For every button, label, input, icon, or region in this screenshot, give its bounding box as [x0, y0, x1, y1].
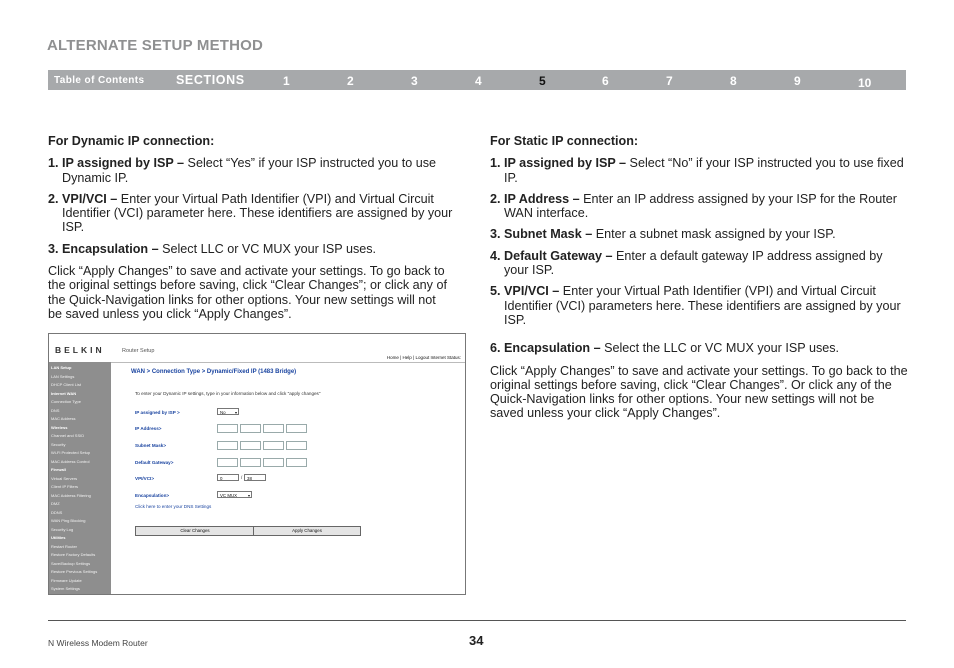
gateway-octet-4[interactable]	[286, 458, 307, 467]
vpi-vci-label: VPI/VCI>	[135, 476, 155, 481]
subnet-octet-3[interactable]	[263, 441, 284, 450]
router-sidebar	[49, 362, 111, 594]
list-item	[490, 284, 908, 327]
router-sidebar-item[interactable]: Channel and SSID	[51, 433, 85, 438]
clear-changes-button[interactable]: Clear Changes	[135, 526, 255, 536]
section-link-10[interactable]: 10	[858, 76, 872, 90]
item-number: 6.	[490, 341, 501, 356]
item-text: Select LLC or VC MUX your ISP uses.	[158, 241, 377, 256]
list-item	[490, 249, 908, 278]
router-page-title: WAN > Connection Type > Dynamic/Fixed IP (1483 Bridge)	[131, 369, 297, 375]
item-term: Default Gateway –	[504, 248, 613, 263]
section-title: ALTERNATE SETUP METHOD	[47, 37, 264, 54]
encapsulation-value: VC MUX	[220, 493, 238, 498]
router-sidebar-item[interactable]: Internet WAN	[51, 390, 77, 396]
vci-input[interactable]: 38	[244, 474, 266, 481]
item-term: Encapsulation –	[504, 341, 601, 356]
router-sidebar-item[interactable]: Wireless	[51, 424, 68, 430]
item-number: 1.	[48, 156, 59, 171]
router-sidebar-item[interactable]: DDNS	[51, 509, 63, 515]
router-sidebar-item[interactable]: MAC Address	[51, 416, 76, 421]
navigation-bar	[48, 70, 906, 90]
table-of-contents-link[interactable]: Table of Contents	[54, 75, 145, 86]
encapsulation-select[interactable]	[217, 491, 252, 498]
right-column	[490, 134, 908, 421]
item-number: 2.	[490, 191, 501, 206]
section-link-1[interactable]: 1	[283, 74, 290, 88]
item-text: Enter a default gateway IP address assigned by your ISP.	[504, 248, 883, 278]
apply-changes-paragraph: Click “Apply Changes” to save and activate your settings. To go back to the original settings before saving, click “Clear Changes”; or click any of the Quick-Navigation links for other options. Your new settings will not be saved unless you click “Apply Changes”.	[48, 264, 447, 321]
ip-address-octet-4[interactable]	[286, 424, 307, 433]
router-header	[49, 334, 465, 364]
router-sidebar-item[interactable]: WAN Ping Blocking	[51, 518, 86, 523]
list-item	[490, 227, 908, 241]
item-number: 3.	[490, 227, 501, 242]
vpi-input[interactable]: 0	[217, 474, 239, 481]
item-term: VPI/VCI –	[62, 191, 118, 206]
dns-settings-link[interactable]: Click here to enter your DNS Settings	[135, 504, 212, 509]
list-item	[490, 192, 908, 221]
item-text: Enter your Virtual Path Identifier (VPI) and Virtual Circuit Identifier (VCI) parameter here. These identifiers are assigned by your ISP.	[62, 191, 453, 235]
router-sidebar-item[interactable]: Restart Router	[51, 543, 78, 549]
belkin-logo: BELKIN	[55, 345, 105, 355]
router-sidebar-item[interactable]: MAC Address Filtering	[51, 492, 91, 498]
item-number: 3.	[48, 241, 59, 256]
item-number: 2.	[48, 191, 59, 206]
product-name: N Wireless Modem Router	[48, 638, 148, 648]
section-link-2[interactable]: 2	[347, 74, 354, 88]
item-term: Subnet Mask –	[504, 227, 593, 242]
router-sidebar-item[interactable]: Connection Type	[51, 399, 81, 404]
router-top-links[interactable]: Home | Help | Logout Internet Status:	[386, 355, 461, 360]
router-sidebar-item[interactable]: Security Log	[51, 526, 74, 532]
item-term: IP assigned by ISP –	[504, 156, 627, 171]
section-link-3[interactable]: 3	[411, 74, 418, 88]
item-text: Select the LLC or VC MUX your ISP uses.	[600, 341, 840, 356]
apply-changes-paragraph: Click “Apply Changes” to save and activate your settings. To go back to the original settings before saving, click “Clear Changes”. Or click any of the Quick-Navigation links for other options. Your new settings will not be saved unless your click “Apply Changes”.	[490, 363, 908, 421]
item-text: Enter an IP address assigned by your ISP for the Router WAN interface.	[504, 191, 897, 221]
gateway-octet-1[interactable]	[217, 458, 238, 467]
list-item	[490, 341, 908, 355]
item-term: VPI/VCI –	[504, 284, 560, 299]
page-number: 34	[469, 633, 484, 648]
footer-divider	[48, 620, 906, 621]
static-ip-heading: For Static IP connection:	[490, 134, 639, 148]
ip-assigned-select[interactable]	[217, 408, 239, 415]
subnet-octet-4[interactable]	[286, 441, 307, 450]
subnet-octet-2[interactable]	[240, 441, 261, 450]
vpi-vci-separator: /	[241, 475, 243, 480]
section-link-6[interactable]: 6	[602, 74, 609, 88]
router-sidebar-item[interactable]: Security	[51, 441, 66, 447]
section-link-7[interactable]: 7	[666, 74, 673, 88]
router-sidebar-item[interactable]: Firewall	[51, 467, 66, 472]
ip-assigned-label: IP assigned by ISP >	[135, 410, 180, 415]
list-item	[490, 156, 908, 185]
encapsulation-label: Encapsulation>	[135, 493, 170, 498]
router-sidebar-item[interactable]: Wi-Fi Protected Setup	[51, 450, 91, 455]
gateway-octet-2[interactable]	[240, 458, 261, 467]
default-gateway-label: Default Gateway>	[135, 460, 174, 465]
ip-assigned-value: No	[220, 410, 226, 415]
ip-address-octet-1[interactable]	[217, 424, 238, 433]
chevron-down-icon: ▾	[234, 410, 237, 415]
item-text: Select “Yes” if your ISP instructed you to use Dynamic IP.	[62, 156, 437, 185]
item-text: Enter your Virtual Path Identifier (VPI) and Virtual Circuit Identifier (VCI) parameters here. These identifiers are assigned by your ISP.	[504, 284, 901, 327]
section-link-4[interactable]: 4	[475, 74, 482, 88]
router-sidebar-item[interactable]: MAC Address Control	[51, 458, 90, 464]
router-main-panel	[111, 362, 465, 595]
router-sidebar-item[interactable]: Firmware Update	[51, 577, 82, 583]
section-link-8[interactable]: 8	[730, 74, 737, 88]
section-link-5[interactable]: 5	[539, 74, 546, 88]
router-sidebar-item[interactable]: DNS	[51, 407, 60, 413]
item-term: Encapsulation –	[62, 241, 159, 256]
router-sidebar-item[interactable]: LAN Setup	[51, 365, 72, 370]
list-item	[48, 156, 453, 185]
ip-address-octet-2[interactable]	[240, 424, 261, 433]
router-setup-label: Router Setup	[122, 348, 155, 354]
router-setup-screenshot	[48, 333, 466, 595]
subnet-octet-1[interactable]	[217, 441, 238, 450]
left-column	[48, 134, 453, 321]
section-link-9[interactable]: 9	[794, 74, 801, 88]
ip-address-label: IP Address>	[135, 426, 162, 431]
list-item	[48, 242, 453, 256]
router-sidebar-item[interactable]: Virtual Servers	[51, 475, 78, 481]
item-number: 5.	[490, 284, 501, 299]
apply-changes-button[interactable]: Apply Changes	[253, 526, 361, 536]
gateway-octet-3[interactable]	[263, 458, 284, 467]
router-sidebar-item[interactable]: Restore Previous Settings	[51, 569, 98, 574]
router-sidebar-item[interactable]: Utilities	[51, 535, 66, 540]
router-sidebar-item[interactable]: Restore Factory Defaults	[51, 552, 96, 557]
item-number: 4.	[490, 248, 501, 263]
router-sidebar-item[interactable]: DHCP Client List	[51, 382, 81, 387]
router-sidebar-item[interactable]: DMZ	[51, 501, 60, 506]
sections-label: SECTIONS	[176, 73, 245, 87]
router-sidebar-item[interactable]: System Settings	[51, 586, 80, 591]
item-text: Select “No” if your ISP instructed you to use fixed IP.	[504, 156, 904, 185]
router-sidebar-item[interactable]: LAN Settings	[51, 373, 75, 379]
item-term: IP assigned by ISP –	[62, 156, 185, 171]
item-term: IP Address –	[504, 191, 580, 206]
item-number: 1.	[490, 156, 501, 171]
router-intro-text: To enter your Dynamic IP settings, type in your information below and click "apply changes"	[135, 391, 321, 396]
subnet-mask-label: Subnet Mask>	[135, 443, 167, 448]
router-sidebar-item[interactable]: Client IP Filters	[51, 484, 79, 489]
list-item	[48, 192, 453, 235]
item-text: Enter a subnet mask assigned by your ISP.	[592, 227, 836, 242]
router-sidebar-item[interactable]: Save/Backup Settings	[51, 560, 91, 566]
dynamic-ip-heading: For Dynamic IP connection:	[48, 134, 215, 148]
ip-address-octet-3[interactable]	[263, 424, 284, 433]
chevron-down-icon: ▾	[247, 493, 250, 498]
